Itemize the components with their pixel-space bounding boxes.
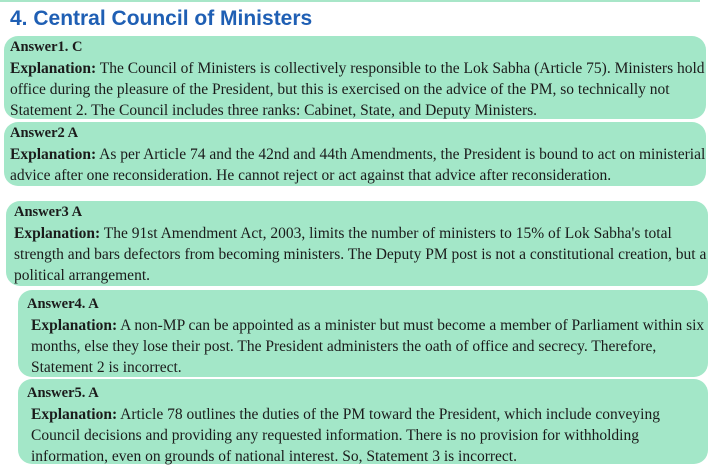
explanation: [27, 404, 708, 467]
answer-card-1: [4, 36, 706, 119]
answer-heading: Answer3 A: [14, 204, 83, 220]
answer-card-4: [18, 290, 708, 377]
answer-card-3: [6, 201, 708, 286]
answer-card-2: [4, 122, 706, 186]
page-title: 4. Central Council of Ministers: [10, 7, 313, 30]
explanation: [10, 144, 706, 186]
answer-heading: Answer2 A: [10, 125, 79, 141]
explanation-label: Explanation:: [14, 225, 101, 242]
explanation-text: Article 78 outlines the duties of the PM toward the President, which include conveying Council decisions and providing any requested information. There is no provision for withholding information, even on grounds of national interest. So, Statement 3 is incorrect.: [31, 406, 660, 465]
explanation-text: A non-MP can be appointed as a minister but must become a member of Parliament within six months, else they lose their post. The President administers the oath of office and secrecy. Therefore, Statement 2 is incorrect.: [31, 317, 705, 376]
answer-heading: Answer1. C: [10, 39, 83, 55]
explanation: [14, 223, 708, 286]
answer-card-5: [18, 379, 708, 464]
explanation: [10, 58, 706, 121]
explanation-label: Explanation:: [31, 317, 118, 334]
explanation-label: Explanation:: [31, 406, 118, 423]
explanation-text: The Council of Ministers is collectively responsible to the Lok Sabha (Article 75). Ministers hold office during the pleasure of the President, but this is exercised on the advice of the PM, so technically not Statement 2. The Council includes three ranks: Cabinet, State, and Deputy Ministers.: [10, 60, 705, 119]
answer-heading: Answer4. A: [27, 296, 99, 312]
explanation-label: Explanation:: [10, 60, 97, 77]
explanation-text: The 91st Amendment Act, 2003, limits the number of ministers to 15% of Lok Sabha's total strength and bars defectors from becoming ministers. The Deputy PM post is not a constitutional creation, but a political arrangement.: [14, 225, 707, 284]
top-divider: [0, 0, 700, 2]
answer-heading: Answer5. A: [27, 385, 99, 401]
explanation-text: As per Article 74 and the 42nd and 44th Amendments, the President is bound to act on ministerial advice after one reconsideration. He cannot reject or act against that advice after reconsideration.: [10, 146, 706, 184]
explanation: [27, 315, 708, 378]
explanation-label: Explanation:: [10, 146, 97, 163]
